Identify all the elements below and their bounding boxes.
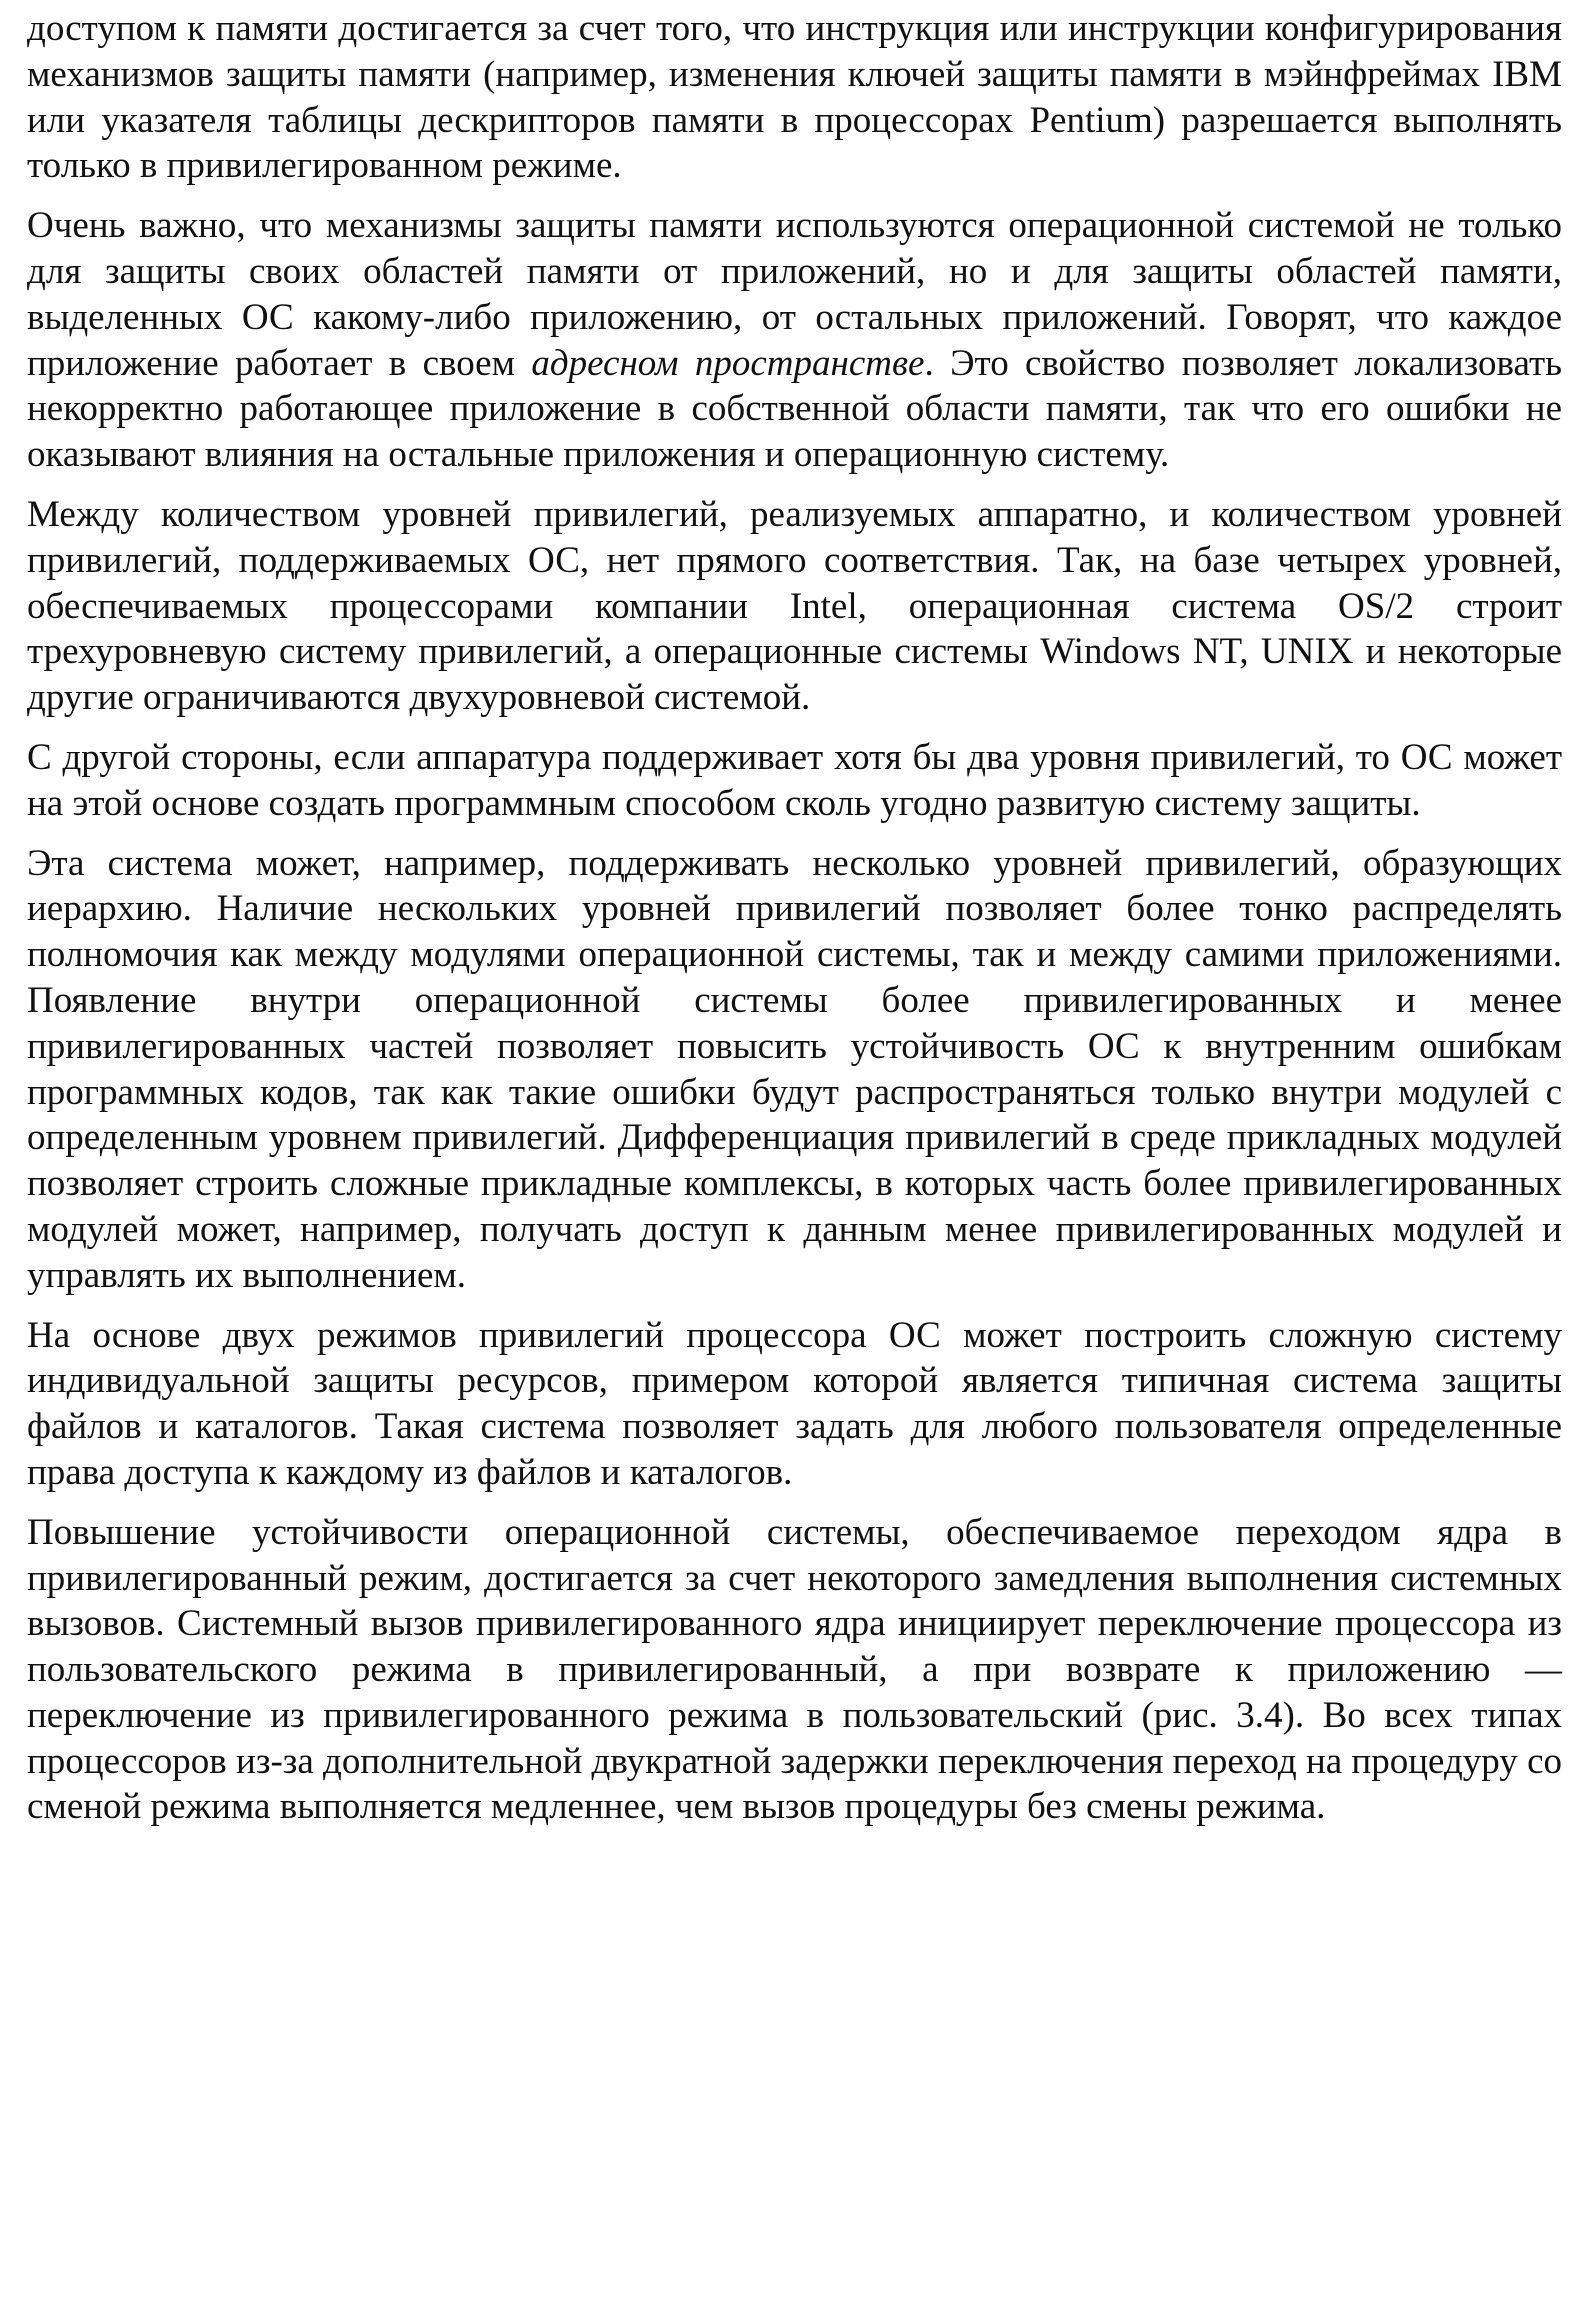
- term-address-space: адресном пространстве: [531, 342, 925, 384]
- paragraph-hierarchy: Эта система может, например, поддерживать несколько уровней привилегий, образующих иерархию. Наличие нескольких уровней привилегий позволяет более тонко распределять полномочия как между модулями операционной системы, так и между самими приложениями. Появление внутри операционной системы более привилегированных и менее привилегированных частей позволяет повысить устойчивость ОС к внутренним ошибкам программных кодов, так как такие ошибки будут распространяться только внутри модулей с определенным уровнем привилегий. Дифференциация привилегий в среде прикладных модулей позволяет строить сложные прикладные комплексы, в которых часть более привилегированных модулей может, например, получать доступ к данным менее привилегированных модулей и управлять их выполнением.: [27, 842, 1562, 1296]
- paragraph-system-calls: Повышение устойчивости операционной системы, обеспечиваемое переходом ядра в привилегированный режим, достигается за счет некоторого замедления выполнения системных вызовов. Системный вызов привилегированного ядра инициирует переключение процессора из пользовательского режима в привилегированный, а при возврате к приложению — переключение из привилегированного режима в пользовательский (рис. 3.4). Во всех типах процессоров из-за дополнительной двукратной задержки переключения переход на процедуру со сменой режима выполняется медленнее, чем вызов процедуры без смены режима.: [27, 1511, 1562, 1828]
- paragraph-address-space-before: Очень важно, что механизмы защиты памяти используются операционной системой не только для защиты своих областей памяти от приложений, но и для защиты областей памяти, выделенных ОС какому-либо приложению, от остальных приложений. Говорят, что каждое приложение работает в своем: [27, 205, 1562, 384]
- paragraph-file-protection: На основе двух режимов привилегий процессора ОС может построить сложную систему индивидуальной защиты ресурсов, примером которой является типичная система защиты файлов и каталогов. Такая система позволяет задать для любого пользователя определенные права доступа к каждому из файлов и каталогов.: [27, 1314, 1562, 1493]
- document-page: [27, 6, 1562, 1844]
- paragraph-privilege-levels: Между количеством уровней привилегий, реализуемых аппаратно, и количеством уровней привилегий, поддерживаемых ОС, нет прямого соответствия. Так, на базе четырех уровней, обеспечиваемых процессорами компании Intel, операционная система OS/2 строит трехуровневую систему привилегий, а операционные системы Windows NT, UNIX и некоторые другие ограничиваются двухуровневой системой.: [27, 493, 1562, 719]
- paragraph-address-space-after: . Это свойство позволяет локализовать некорректно работающее приложение в собственной области памяти, так что его ошибки не оказывают влияния на остальные приложения и операционную систему.: [27, 342, 1562, 476]
- paragraph-memory-access: доступом к памяти достигается за счет того, что инструкция или инструкции конфигурирования механизмов защиты памяти (например, изменения ключей защиты памяти в мэйнфреймах IBM или указателя таблицы дескрипторов памяти в процессорах Pentium) разрешается выполнять только в привилегированном режиме.: [27, 8, 1562, 187]
- paragraph-two-levels: С другой стороны, если аппаратура поддерживает хотя бы два уровня привилегий, то ОС может на этой основе создать программным способом сколь угодно развитую систему защиты.: [27, 736, 1562, 824]
- paragraph-address-space: [27, 203, 1562, 478]
